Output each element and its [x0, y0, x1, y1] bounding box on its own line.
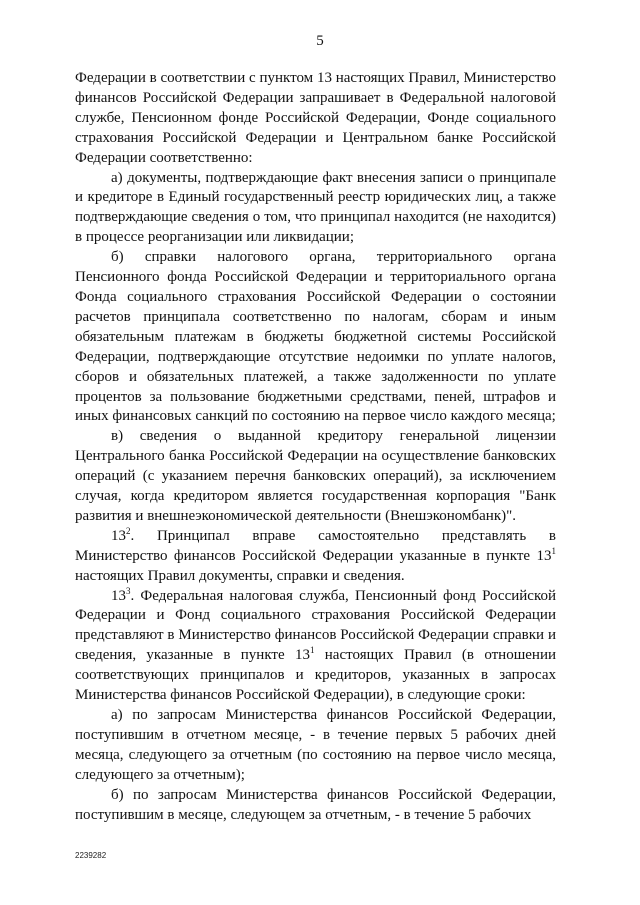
clause-text: . Принципал вправе самостоятельно представлять в Министерство финансов Российской Федерации указанные в пункте 13: [75, 527, 556, 564]
paragraph-clause-13-3: [75, 587, 556, 706]
clause-text: . Федеральная налоговая служба, Пенсионный фонд Российской Федерации и Фонд социального страхования Российской Федерации представляют в Министерство финансов Российской Федерации справки и сведения, указанные в пункте 13: [75, 587, 556, 664]
document-code: 2239282: [75, 851, 107, 860]
page-number: 5: [316, 33, 324, 49]
reference-superscript: 1: [551, 545, 556, 556]
clause-superscript: 2: [126, 525, 131, 536]
clause-number: 13: [111, 587, 126, 604]
reference-superscript: 1: [309, 645, 315, 656]
document-body: [75, 69, 556, 825]
clause-text-continued: настоящих Правил документы, справки и сведения.: [75, 567, 405, 584]
paragraph-continuation: Федерации в соответствии с пунктом 13 настоящих Правил, Министерство финансов Российской Федерации запрашивает в Федеральной налоговой службе, Пенсионном фонде Российской Федерации, Фонде социального страхования Российской Федерации и Центральном банке Российской Федерации соответственно:: [75, 70, 556, 166]
paragraph-deadline-b: б) по запросам Министерства финансов Российской Федерации, поступившим в месяце, следующем за отчетным, - в течение 5 рабочих: [75, 786, 556, 823]
paragraph-item-a: а) документы, подтверждающие факт внесения записи о принципале и кредиторе в Единый государственный реестр юридических лиц, а также подтверждающие сведения о том, что принципал находится (не находится) в процессе реорганизации или ликвидации;: [75, 169, 556, 246]
clause-text-continued: настоящих Правил (в отношении соответствующих принципалов и кредиторов, указанных в запросах Министерства финансов Российской Федерации), в следующие сроки:: [75, 647, 556, 704]
clause-superscript: 3: [126, 585, 131, 596]
paragraph-item-b: б) справки налогового органа, территориального органа Пенсионного фонда Российской Федерации и территориального органа Фонда социального страхования Российской Федерации о состоянии расчетов принципала соответственно по налогам, сборам и иным обязательным платежам в бюджеты бюджетной системы Российской Федерации, подтверждающие отсутствие недоимки по уплате налогов, сборов и обязательных платежей, а также задолженности по уплате процентов за пользование бюджетными средствами, пеней, штрафов и иных финансовых санкций по состоянию на первое число каждого месяца;: [75, 249, 556, 425]
clause-number: 13: [111, 527, 126, 544]
paragraph-item-v: в) сведения о выданной кредитору генеральной лицензии Центрального банка Российской Федерации на осуществление банковских операций (с указанием перечня банковских операций), за исключением случая, когда кредитором является государственная корпорация "Банк развития и внешнеэкономической деятельности (Внешэкономбанк)".: [75, 428, 556, 524]
paragraph-clause-13-2: [75, 527, 556, 587]
paragraph-deadline-a: а) по запросам Министерства финансов Российской Федерации, поступившим в отчетном месяце, - в течение первых 5 рабочих дней месяца, следующего за отчетным (по состоянию на первое число месяца, следующего за отчетным);: [75, 707, 556, 783]
